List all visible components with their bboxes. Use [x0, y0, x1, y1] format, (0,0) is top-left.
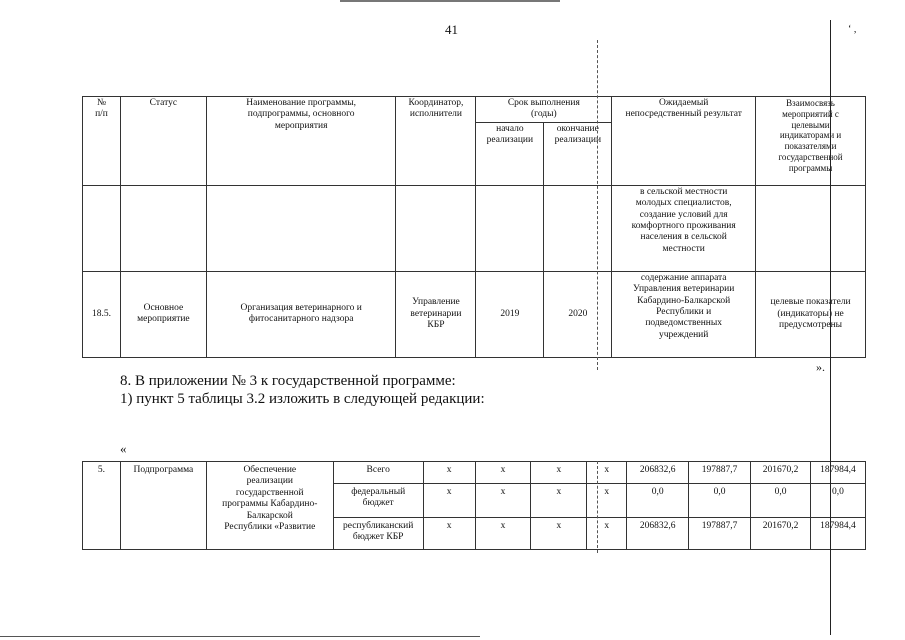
opening-quote: «: [120, 441, 127, 456]
value-x: x: [423, 462, 475, 484]
table-row: [83, 462, 866, 484]
value-x: x: [423, 484, 475, 518]
cell-empty: [83, 185, 121, 271]
top-scan-mark: [340, 0, 560, 5]
value-cell: 187984,4: [810, 518, 865, 550]
cell-empty: [756, 185, 866, 271]
row-end: 2020: [544, 271, 612, 357]
header-num: № п/п: [83, 97, 121, 186]
value-x: x: [475, 462, 531, 484]
header-link: Взаимосвязь мероприятий с целевыми индикаторами и показателями государственной программы: [756, 97, 866, 186]
header-name: Наименование программы, подпрограммы, основного мероприятия: [206, 97, 396, 186]
paragraph-1: 1) пункт 5 таблицы 3.2 изложить в следующей редакции:: [120, 391, 485, 407]
value-x: x: [531, 518, 587, 550]
value-cell: 197887,7: [689, 518, 751, 550]
cell-empty: [544, 185, 612, 271]
row-name: Обеспечение реализации государственной программы Кабардино- Балкарской Республики «Развитие: [206, 462, 333, 550]
row-status: Основное мероприятие: [120, 271, 206, 357]
value-x: x: [531, 484, 587, 518]
cell-empty: [476, 185, 544, 271]
header-status: Статус: [120, 97, 206, 186]
page-number: 41: [445, 22, 458, 37]
funding-source: федеральный бюджет: [333, 484, 423, 518]
program-table: [82, 96, 866, 358]
value-cell: 206832,6: [627, 462, 689, 484]
header-start: начало реализации: [476, 122, 544, 185]
scan-line: [597, 461, 598, 553]
table-row: [83, 271, 866, 357]
row-num: 5.: [83, 462, 121, 550]
continuation-result: в сельской местности молодых специалистов, создание условий для комфортного проживания населения в сельской местности: [612, 185, 756, 271]
row-name: Организация ветеринарного и фитосанитарного надзора: [206, 271, 396, 357]
row-coordinator: Управление ветеринарии КБР: [396, 271, 476, 357]
row-status: Подпрограмма: [120, 462, 206, 550]
funding-source: республиканский бюджет КБР: [333, 518, 423, 550]
value-x: x: [587, 484, 627, 518]
closing-quote: ».: [816, 360, 825, 374]
value-cell: 206832,6: [627, 518, 689, 550]
value-cell: 0,0: [627, 484, 689, 518]
row-link: целевые показатели (индикаторы) не предусмотрены: [756, 271, 866, 357]
cell-empty: [206, 185, 396, 271]
value-cell: 0,0: [751, 484, 811, 518]
funding-source: Всего: [333, 462, 423, 484]
header-period: Срок выполнения (годы): [476, 97, 612, 123]
value-x: x: [587, 462, 627, 484]
scan-line: [830, 20, 831, 635]
header-end: окончание реализации: [544, 122, 612, 185]
value-x: x: [423, 518, 475, 550]
value-x: x: [475, 518, 531, 550]
value-x: x: [587, 518, 627, 550]
value-x: x: [531, 462, 587, 484]
value-cell: 201670,2: [751, 462, 811, 484]
value-x: x: [475, 484, 531, 518]
row-num: 18.5.: [83, 271, 121, 357]
header-coordinator: Координатор, исполнители: [396, 97, 476, 186]
value-cell: 197887,7: [689, 462, 751, 484]
value-cell: 0,0: [810, 484, 865, 518]
cell-empty: [120, 185, 206, 271]
scan-line: [597, 40, 598, 370]
corner-marks: ʻ ,: [848, 24, 857, 35]
cell-empty: [396, 185, 476, 271]
continuation-row: [83, 185, 866, 271]
row-result: содержание аппарата Управления ветеринарии Кабардино-Балкарской Республики и подведомственных учреждений: [612, 271, 756, 357]
header-result: Ожидаемый непосредственный результат: [612, 97, 756, 186]
value-cell: 187984,4: [810, 462, 865, 484]
value-cell: 201670,2: [751, 518, 811, 550]
value-cell: 0,0: [689, 484, 751, 518]
paragraph-8: 8. В приложении № 3 к государственной программе:: [120, 373, 456, 389]
bottom-rule: [0, 636, 480, 637]
header-row: [83, 97, 866, 123]
row-start: 2019: [476, 271, 544, 357]
subprogram-table: [82, 461, 866, 550]
